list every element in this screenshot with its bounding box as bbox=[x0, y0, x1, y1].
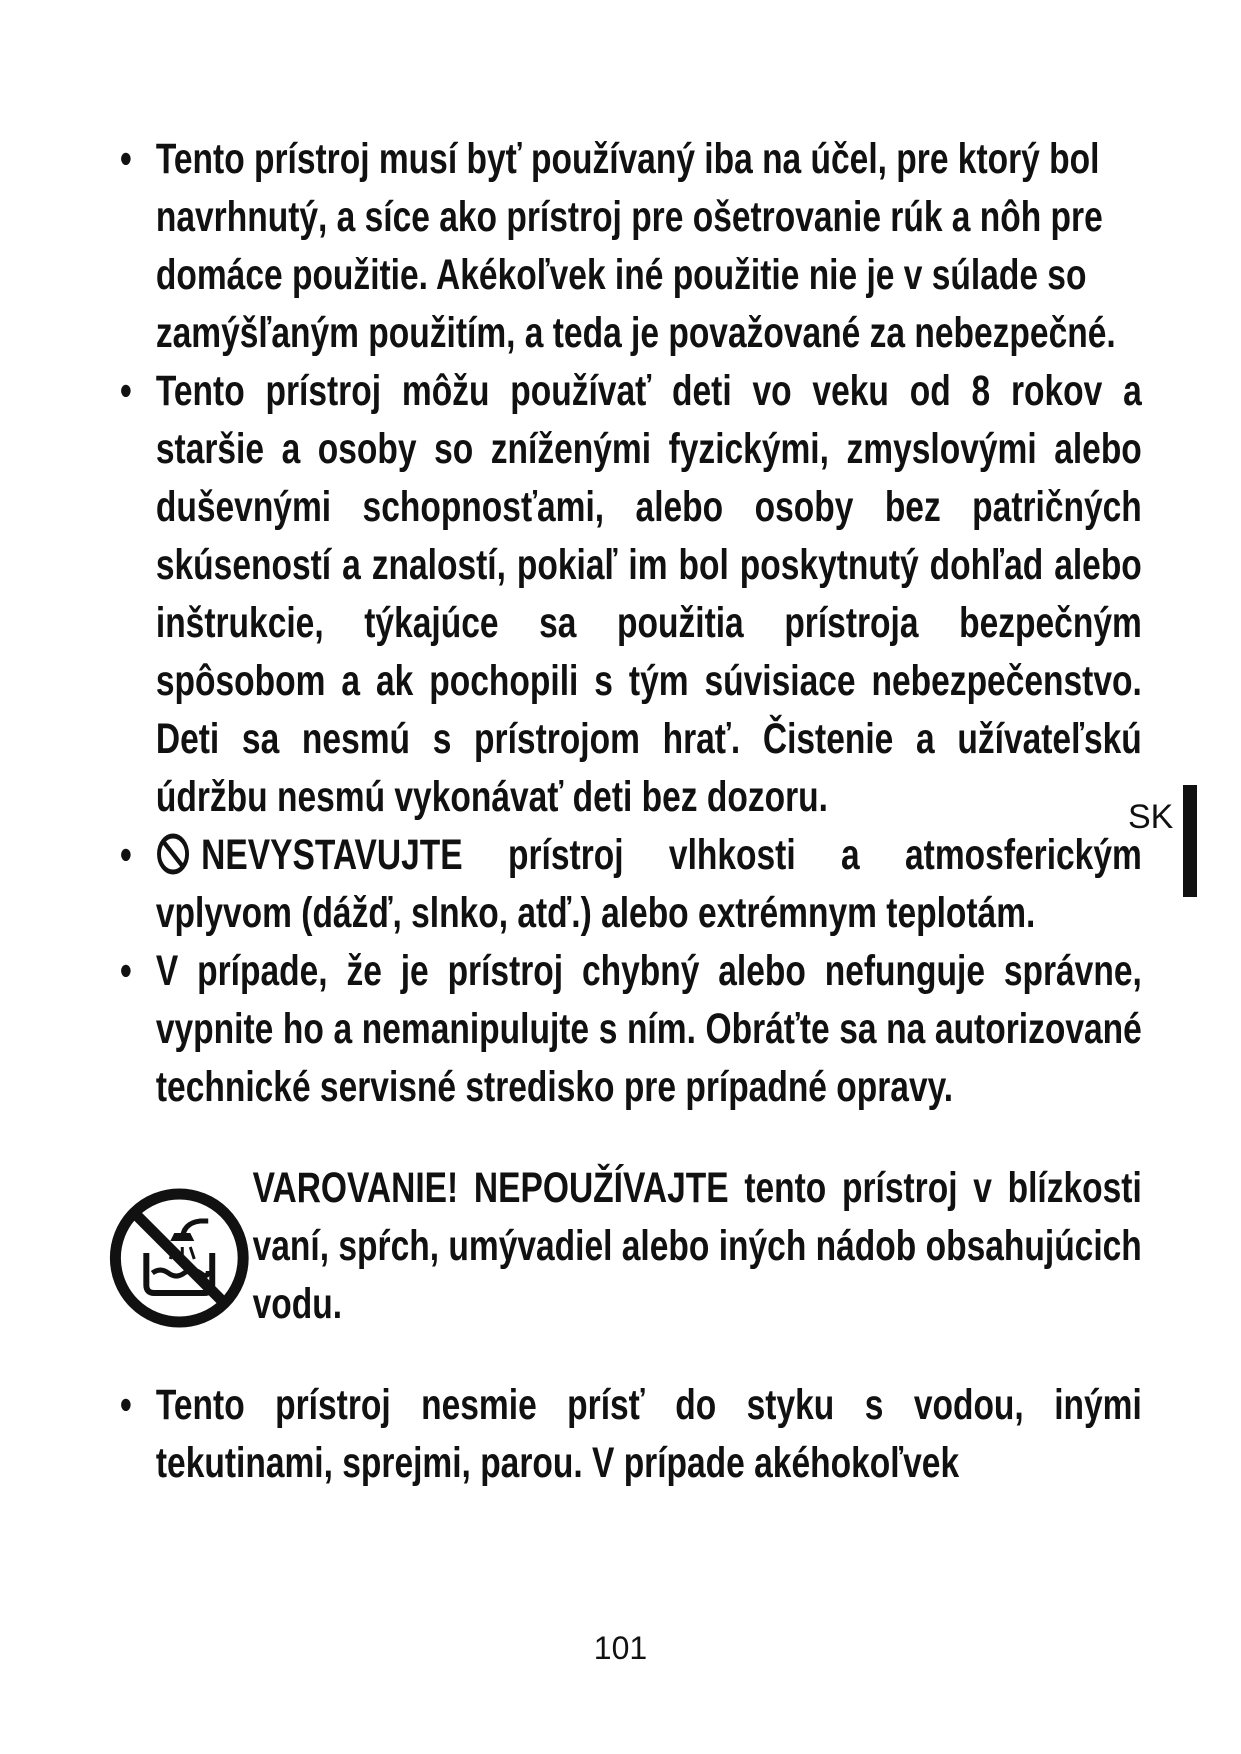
paragraph-children-use: Tento prístroj môžu používať deti vo veku od 8 rokov a staršie a osoby so zníženými fyzickými, zmyslovými alebo duševnými schopnosťami, alebo osoby bez patričných skúseností a znalostí, pokiaľ im bol poskytnutý dohľad alebo inštrukcie, týkajúce sa použitia prístroja bezpečným spôsobom a ak pochopili s tým súvisiace nebezpečenstvo. Deti sa nesmú s prístrojom hrať. Čistenie a užívateľskú údržbu nesmú vykonávať deti bez dozoru. bbox=[155, 367, 1142, 821]
no-bath-shower-icon bbox=[104, 1183, 254, 1333]
bullet: • bbox=[120, 367, 132, 415]
language-tab-bar bbox=[1183, 785, 1197, 897]
bullet: • bbox=[120, 135, 132, 183]
prohibited-icon bbox=[156, 832, 190, 876]
paragraph-weather-exposure: NEVYSTAVUJTE prístroj vlhkosti a atmosferickým vplyvom (dážď, slnko, atď.) alebo extrémnym teplotám. bbox=[155, 831, 1142, 937]
paragraph-water-contact: Tento prístroj nesmie prísť do styku s vodou, inými tekutinami, sprejmi, parou. V prípade akéhokoľvek bbox=[155, 1381, 1142, 1487]
bullet: • bbox=[120, 831, 132, 879]
bullet: • bbox=[120, 1381, 132, 1429]
paragraph-intended-use: Tento prístroj musí byť používaný iba na účel, pre ktorý bol navrhnutý, a síce ako prístroj pre ošetrovanie rúk a nôh pre domáce použitie. Akékoľvek iné použitie nie je v súlade so zamýšľaným použitím, a teda je považované za nebezpečné. bbox=[155, 135, 1116, 357]
warning-block bbox=[120, 1159, 1142, 1333]
list-item bbox=[120, 1376, 1142, 1492]
bullet: • bbox=[120, 947, 132, 995]
language-tab-label: SK bbox=[1128, 798, 1174, 836]
list-item bbox=[120, 826, 1142, 942]
list-item bbox=[120, 942, 1142, 1116]
list-item bbox=[120, 130, 1142, 362]
content-column bbox=[120, 130, 1142, 1492]
paragraph-malfunction: V prípade, že je prístroj chybný alebo nefunguje správne, vypnite ho a nemanipulujte s ním. Obráťte sa na autorizované technické servisné stredisko pre prípadné opravy. bbox=[155, 947, 1142, 1111]
list-item bbox=[120, 362, 1142, 826]
page-number: 101 bbox=[593, 1630, 648, 1666]
warning-text: VAROVANIE! NEPOUŽÍVAJTE tento prístroj v blízkosti vaní, spŕch, umývadiel alebo iných nádob obsahujúcich vodu. bbox=[252, 1164, 1142, 1328]
